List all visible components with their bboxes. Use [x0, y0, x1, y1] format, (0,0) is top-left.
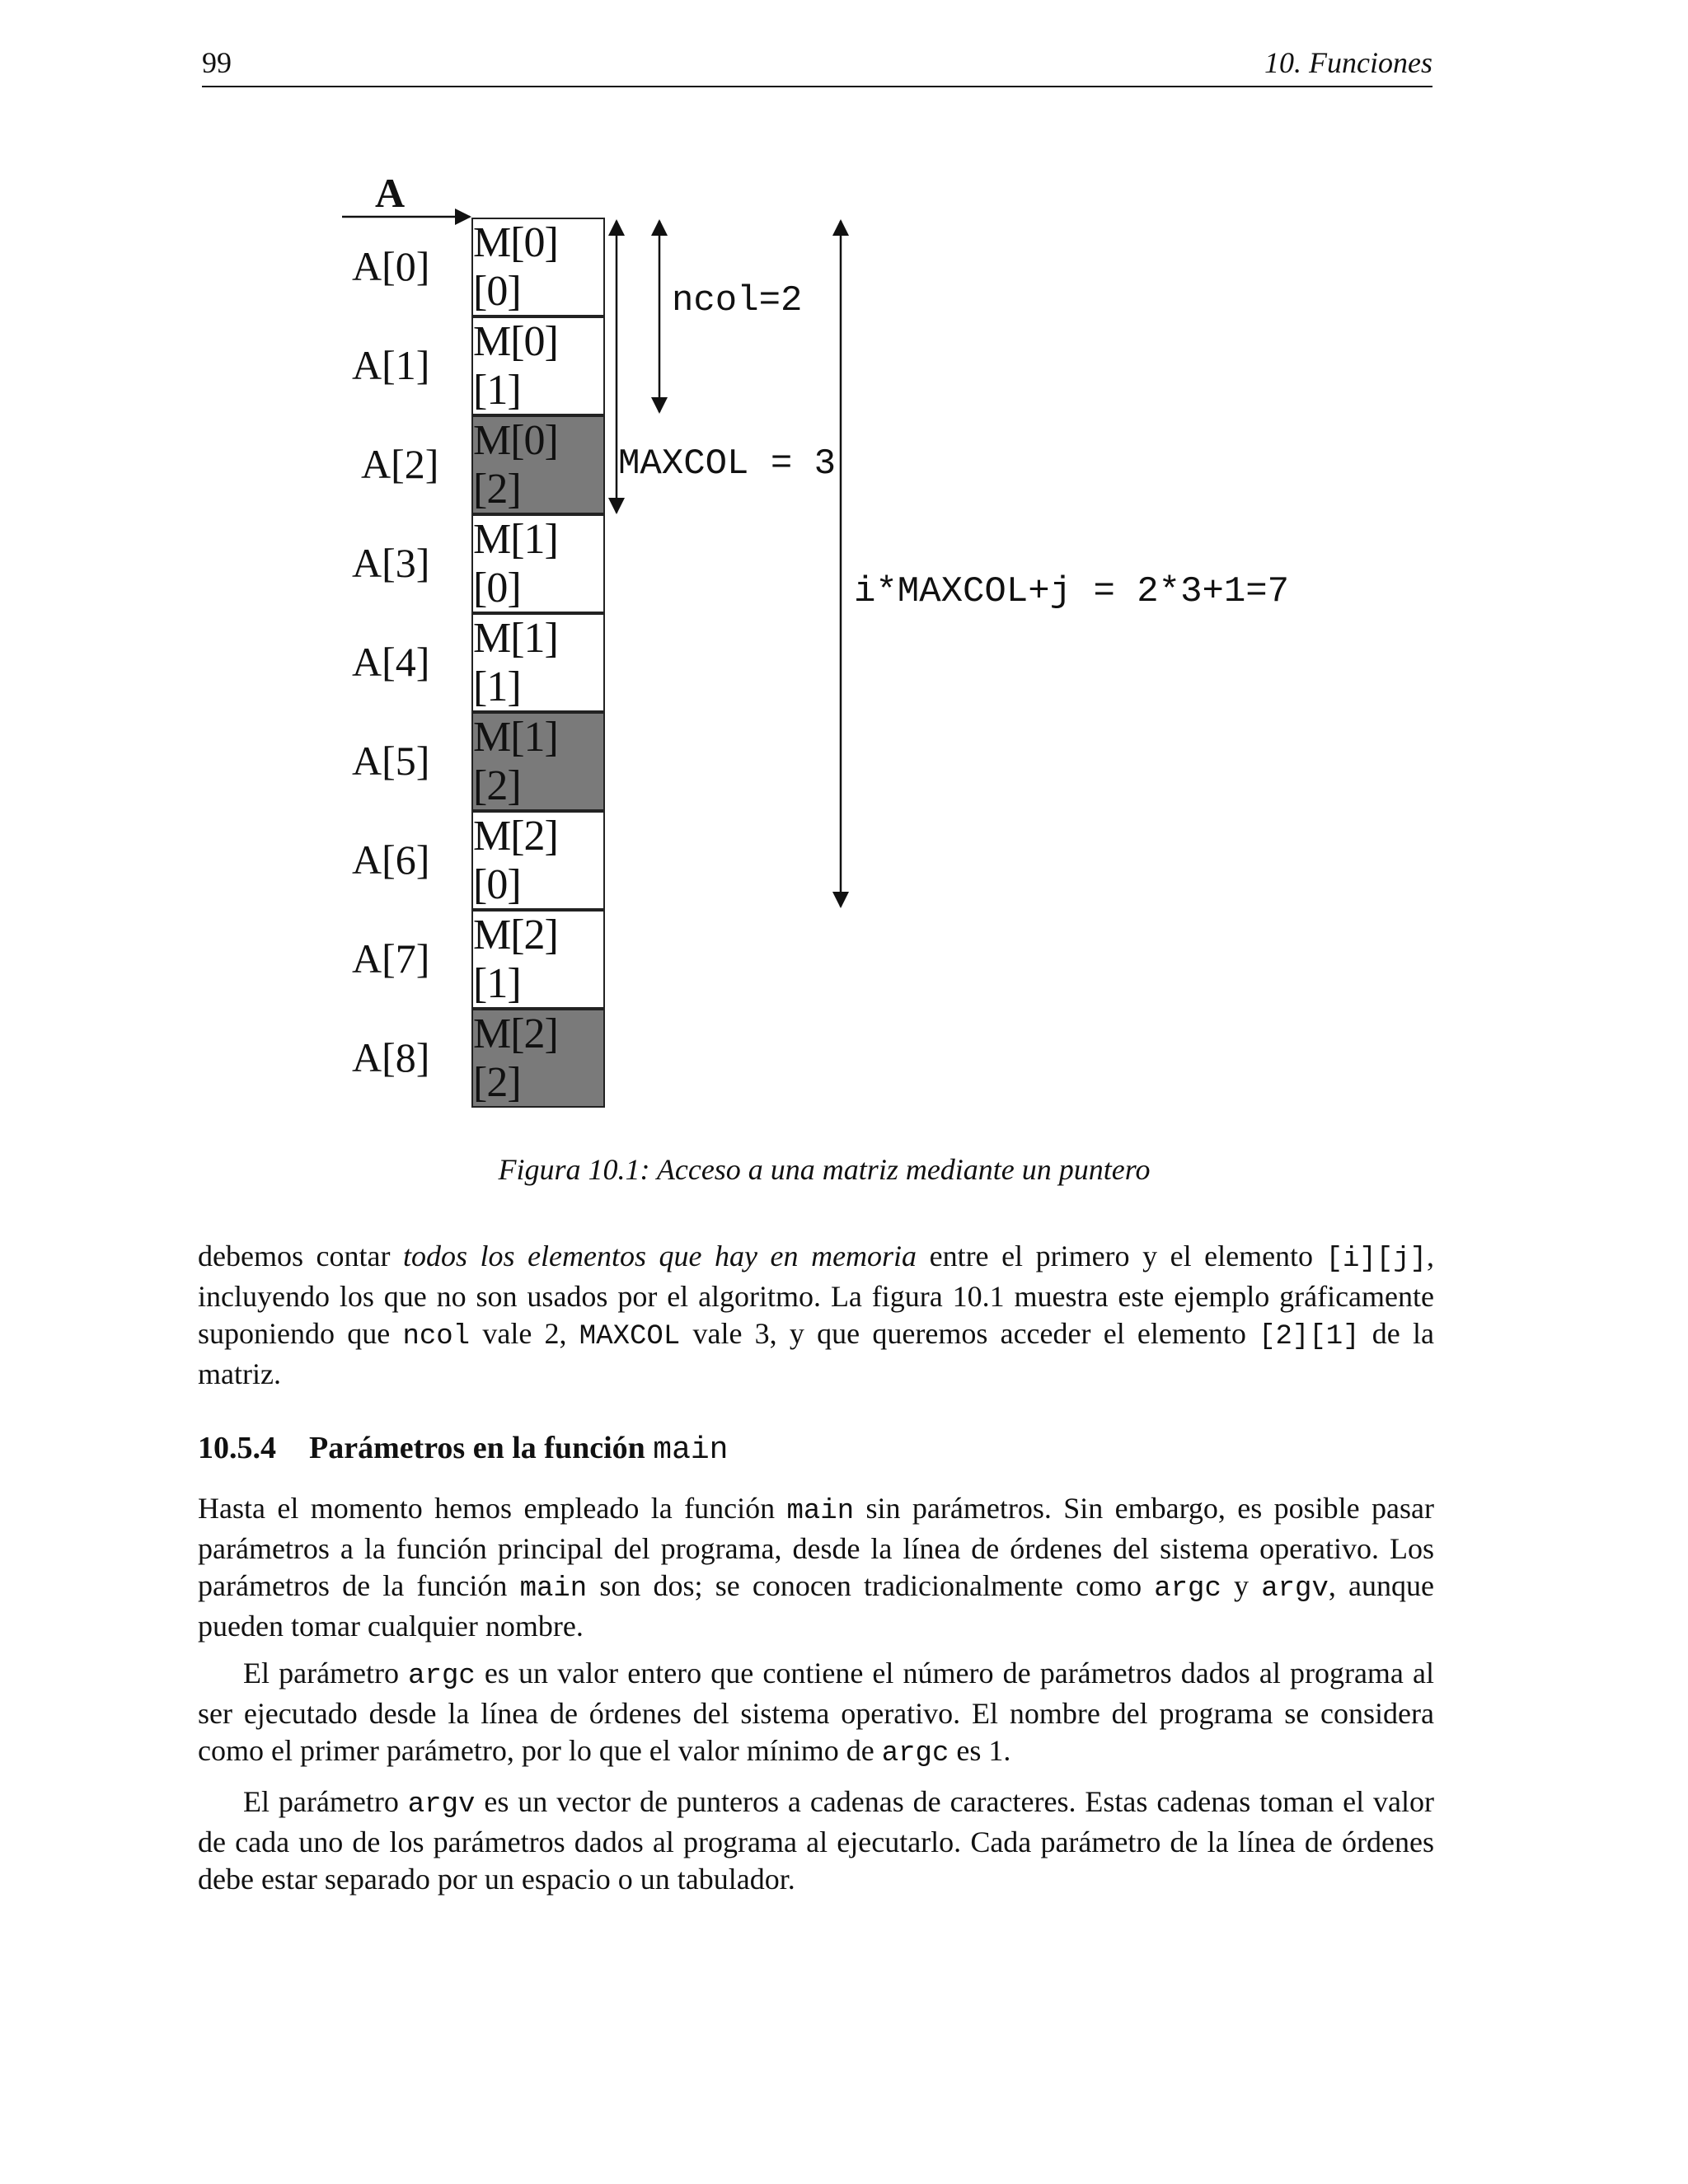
- array-index-label: A[1]: [352, 342, 430, 388]
- matrix-cell: M[0][0]: [471, 218, 605, 316]
- matrix-cell: M[1][2]: [471, 712, 605, 811]
- matrix-cell: M[2][0]: [471, 811, 605, 910]
- matrix-cell: M[0][1]: [471, 316, 605, 415]
- matrix-cell: M[2][2]: [471, 1009, 605, 1108]
- paragraph-2: Hasta el momento hemos empleado la función main sin parámetros. Sin embargo, es posible pasar parámetros a la función principal del programa, desde la línea de órdenes del sistema operativo. Los parámetros de la función main son dos; se conocen tradicionalmente como argc y argv, aunque pueden tomar cualquier nombre.: [198, 1492, 1434, 1643]
- paragraph-3: El parámetro argc es un valor entero que contiene el número de parámetros dados al programa al ser ejecutado desde la línea de órdenes del sistema operativo. El nombre del programa se considera como el primer parámetro, por lo que el valor mínimo de argc es 1.: [198, 1657, 1434, 1769]
- matrix-cell: M[0][2]: [471, 415, 605, 514]
- chapter-title: 10. Funciones: [1264, 46, 1432, 79]
- array-index-label: A[6]: [352, 837, 430, 883]
- array-index-label: A[8]: [352, 1034, 430, 1080]
- formula-label: i*MAXCOL+j = 2*3+1=7: [854, 571, 1290, 612]
- array-index-label: A[2]: [361, 441, 439, 487]
- pointer-label: A: [375, 170, 406, 216]
- matrix-cell: M[1][1]: [471, 613, 605, 712]
- page-number: 99: [202, 46, 232, 79]
- array-index-label: A[5]: [352, 738, 430, 784]
- maxcol-label: MAXCOL = 3: [618, 443, 837, 485]
- array-index-label: A[7]: [352, 935, 430, 982]
- ncol-label: ncol=2: [672, 280, 803, 321]
- figure-caption: Figura 10.1: Acceso a una matriz mediante un puntero: [498, 1153, 1151, 1186]
- array-index-label: A[0]: [352, 243, 430, 289]
- matrix-cell: M[2][1]: [471, 910, 605, 1009]
- array-index-label: A[4]: [352, 639, 430, 685]
- array-index-label: A[3]: [352, 540, 430, 586]
- section-heading: 10.5.4 Parámetros en la función main: [198, 1431, 729, 1468]
- matrix-cell: M[1][0]: [471, 514, 605, 613]
- paragraph-4: El parámetro argv es un vector de punteros a cadenas de caracteres. Estas cadenas toman el valor de cada uno de los parámetros dados al programa al ejecutarlo. Cada parámetro de la línea de órdenes debe estar separado por un espacio o un tabulador.: [198, 1785, 1434, 1896]
- paragraph-1: debemos contar todos los elementos que hay en memoria entre el primero y el elemento [i][j], incluyendo los que no son usados por el algoritmo. La figura 10.1 muestra este ejemplo gráficamente suponiendo que ncol vale 2, MAXCOL vale 3, y que queremos acceder el elemento [2][1] de la matriz.: [198, 1240, 1434, 1390]
